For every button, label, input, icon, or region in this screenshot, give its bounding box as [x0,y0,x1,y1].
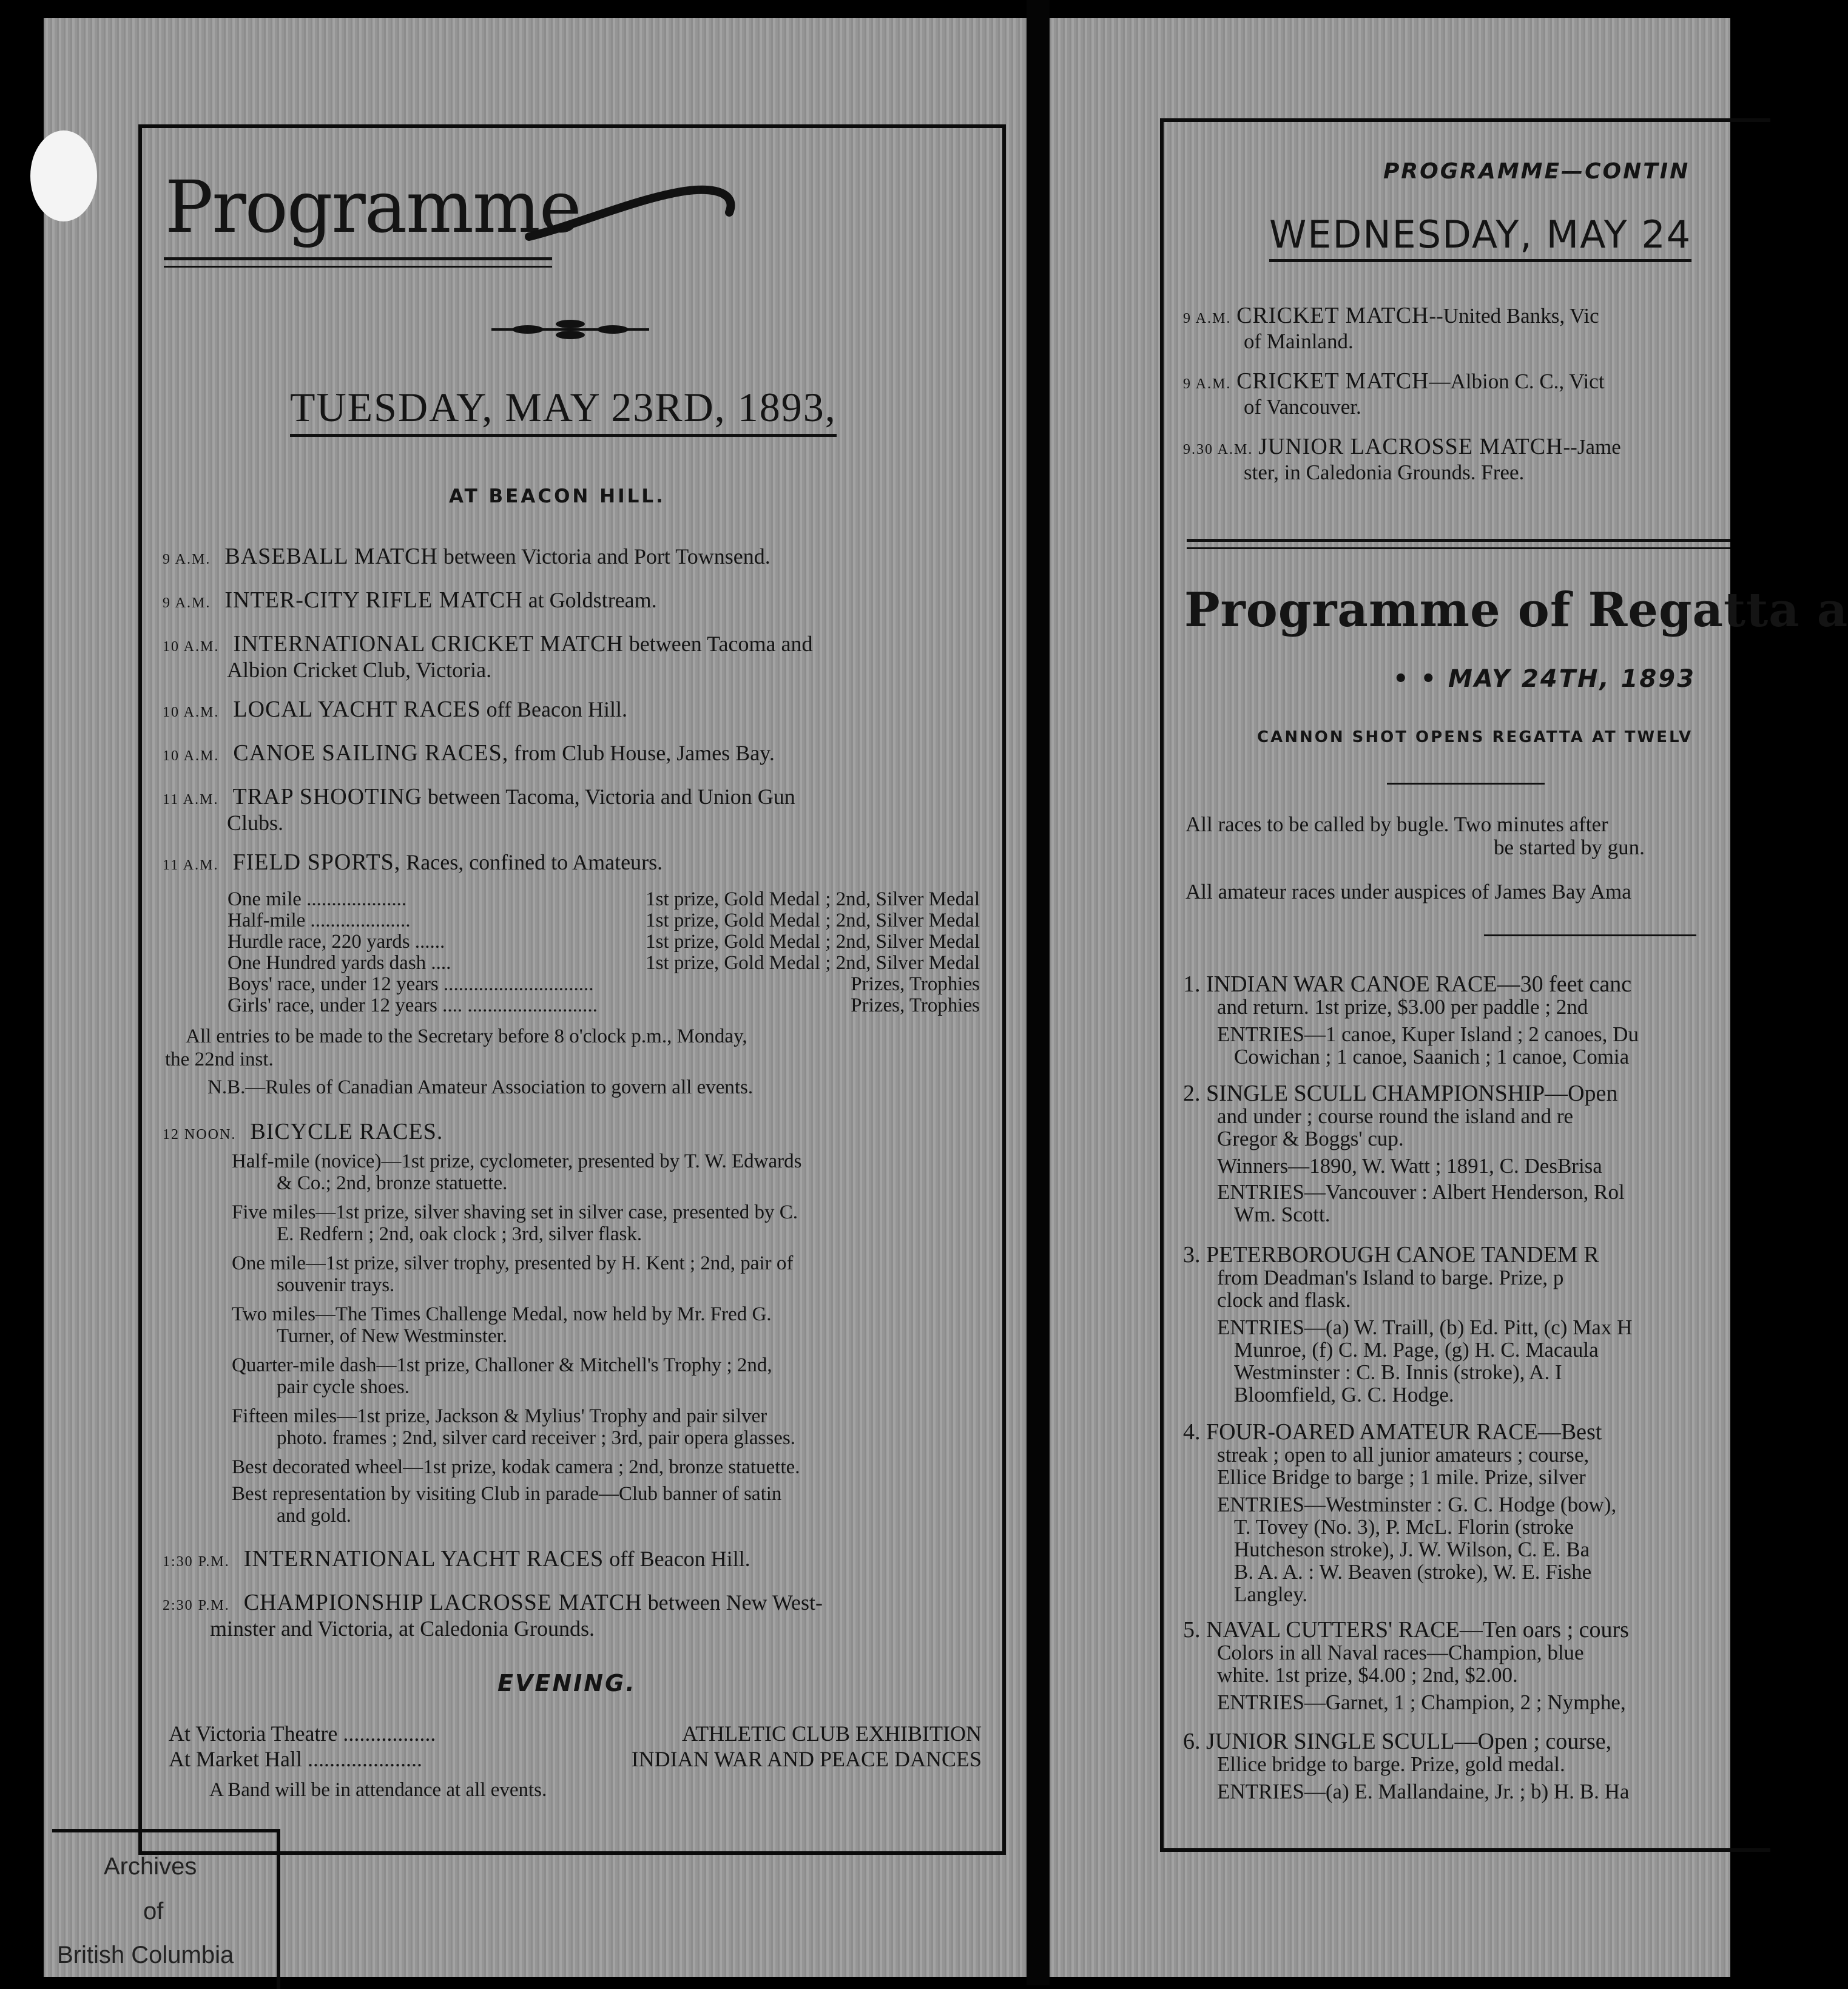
bugle-note [1185,813,1645,859]
race-entries-line: Westminster : C. B. Innis (stroke), A. I [1234,1360,1562,1384]
race-entries-line: Cowichan ; 1 canoe, Saanich ; 1 canoe, Comia [1234,1045,1630,1069]
bicycle-race-line: souvenir trays. [277,1274,395,1296]
event-name: Girls' race, under 12 years .... .......................... [228,994,598,1016]
right-event [1183,436,1790,484]
race-entries-line: T. Tovey (No. 3), P. McL. Florin (stroke [1234,1515,1574,1539]
event-cricket [163,632,988,681]
regatta-race [1183,1421,1790,1606]
event-text: --United Banks, Vic [1429,304,1599,328]
event-text: --Jame [1563,435,1621,459]
regatta-race [1183,1244,1790,1406]
regatta-title: Programme of Regatta a [1184,583,1848,638]
nb-note: N.B.—Rules of Canadian Amateur Association to govern all events. [207,1076,754,1098]
bicycle-race-item [232,1456,984,1478]
race-title-line: 4. FOUR-OARED AMATEUR RACE—Best [1183,1419,1602,1445]
event-time: 9 A.M. [1183,311,1232,326]
field-sport-row [228,889,980,910]
bicycle-race-item [232,1252,984,1296]
band-note: A Band will be in attendance at all events. [209,1779,547,1801]
race-entries-line: ENTRIES—1 canoe, Kuper Island ; 2 canoes, Du [1217,1022,1639,1046]
race-entries-line: ENTRIES—Westminster : G. C. Hodge (bow), [1217,1493,1617,1516]
race-title-line: 1. INDIAN WAR CANOE RACE—30 feet canc [1183,971,1632,997]
prize: 1st prize, Gold Medal ; 2nd, Silver Medal [646,910,980,931]
field-sport-row [228,995,980,1016]
field-sport-row [228,931,980,953]
event-head: TRAP SHOOTING [232,784,422,809]
field-sport-row [228,974,980,995]
stamp-line: Archives [104,1853,197,1880]
event-time: 10 A.M. [163,639,220,655]
event-head: CRICKET MATCH [1236,303,1429,328]
event-canoe [163,741,988,768]
race-entries-line: ENTRIES—Garnet, 1 ; Champion, 2 ; Nymphe, [1217,1690,1626,1714]
event-text: between New West- [647,1590,823,1615]
bicycle-race-item [232,1405,984,1449]
regatta-date: • • MAY 24TH, 1893 [1393,665,1696,693]
prize: Prizes, Trophies [851,973,980,995]
bicycle-race-line: Five miles—1st prize, silver shaving set in silver case, presented by C. [232,1201,798,1223]
event-time: 9 A.M. [1183,376,1232,392]
title-flourish [523,176,741,249]
event-continuation: of Vancouver. [1244,395,1361,419]
bicycle-race-line: E. Redfern ; 2nd, oak clock ; 3rd, silver flask. [277,1223,642,1245]
event-time: 11 A.M. [163,857,219,873]
programme-title: Programme [165,165,581,249]
bicycle-race-line: Best representation by visiting Club in parade—Club banner of satin [232,1483,782,1505]
prize: 1st prize, Gold Medal ; 2nd, Silver Medal [646,888,980,910]
leaf-ornament-icon [485,316,655,343]
evening-list [169,1721,982,1772]
bicycle-races-heading [163,1120,988,1146]
event-continuation: Albion Cricket Club, Victoria. [227,658,492,682]
race-line: from Deadman's Island to barge. Prize, p [1217,1266,1564,1289]
section-rule-2 [1187,547,1730,549]
bicycle-race-line: photo. frames ; 2nd, silver card receiver ; 3rd, pair opera glasses. [277,1427,795,1449]
section-rule [1187,539,1730,542]
event-text: off Beacon Hill. [609,1547,750,1571]
entries-note-cont: the 22nd inst. [165,1049,274,1070]
event-international-yacht [163,1547,988,1573]
race-entries-line: ENTRIES—Vancouver : Albert Henderson, Rol [1217,1180,1625,1204]
race-entries-line: Munroe, (f) C. M. Page, (g) H. C. Macaula [1234,1338,1599,1362]
race-title-line: 5. NAVAL CUTTERS' RACE—Ten oars ; cours [1183,1617,1629,1643]
bicycle-race-item [232,1354,984,1398]
bicycle-race-item [232,1201,984,1245]
event-time: 9.30 A.M. [1183,442,1253,458]
event-time: 9 A.M. [163,552,211,567]
auspices-note: All amateur races under auspices of James Bay Ama [1185,880,1631,903]
field-sport-row [228,910,980,931]
right-event [1183,370,1790,418]
event-continuation: of Mainland. [1244,329,1354,353]
event-head: BASEBALL MATCH [224,544,438,569]
regatta-race [1183,1082,1790,1226]
event-text: Races, confined to Amateurs. [406,850,663,874]
title-underline [164,257,552,260]
regatta-race [1183,1619,1790,1714]
bicycle-race-line: Fifteen miles—1st prize, Jackson & Mylius' Trophy and pair silver [232,1405,767,1427]
event-continuation: ster, in Caledonia Grounds. Free. [1244,461,1525,484]
race-entries-line: Bloomfield, G. C. Hodge. [1234,1383,1454,1406]
evening-place: At Market Hall ..................... [169,1747,422,1771]
bicycle-race-line: Half-mile (novice)—1st prize, cyclometer, presented by T. W. Edwards [232,1150,802,1172]
event-field-sports [163,851,988,877]
event-head: INTERNATIONAL YACHT RACES [243,1546,604,1572]
event-head: LOCAL YACHT RACES [233,697,481,722]
prize: 1st prize, Gold Medal ; 2nd, Silver Medal [646,931,980,953]
wednesday-heading: WEDNESDAY, MAY 24 [1269,212,1691,262]
race-entries-line: ENTRIES—(a) W. Traill, (b) Ed. Pitt, (c) Max H [1217,1315,1633,1339]
evening-row [169,1721,982,1746]
bicycle-race-line: & Co.; 2nd, bronze statuette. [277,1172,508,1194]
bicycle-race-line: pair cycle shoes. [277,1376,410,1398]
event-head: CHAMPIONSHIP LACROSSE MATCH [243,1590,642,1615]
regatta-race [1183,973,1790,1068]
event-rifle [163,589,988,615]
race-line: streak ; open to all junior amateurs ; course, [1217,1443,1590,1467]
bicycle-races-list [232,1150,984,1527]
event-text: —Albion C. C., Vict [1429,370,1605,393]
archives-stamp [52,1829,280,1989]
race-line: and return. 1st prize, $3.00 per paddle ; 2nd [1217,995,1588,1019]
evening-event: INDIAN WAR AND PEACE DANCES [631,1747,982,1771]
prize: Prizes, Trophies [851,994,980,1016]
event-trap-shooting [163,785,988,834]
event-name: Hurdle race, 220 yards ...... [228,931,445,953]
evening-event: ATHLETIC CLUB EXHIBITION [682,1721,982,1746]
event-head: CRICKET MATCH [1236,368,1429,394]
event-time: 2:30 P.M. [163,1598,230,1613]
prize: 1st prize, Gold Medal ; 2nd, Silver Medal [646,952,980,974]
event-head: CANOE SAILING RACES, [233,740,509,766]
bicycle-race-line: Two miles—The Times Challenge Medal, now held by Mr. Fred G. [232,1303,772,1325]
event-name: Half-mile .................... [228,910,411,931]
event-continuation: Clubs. [227,811,284,835]
race-line: Ellice Bridge to barge ; 1 mile. Prize, silver [1217,1465,1586,1489]
race-entries-line: Langley. [1234,1582,1308,1606]
race-line: Gregor & Boggs' cup. [1217,1127,1404,1150]
short-rule-2 [1484,934,1696,936]
event-yacht [163,698,988,724]
bicycle-race-line: Best decorated wheel—1st prize, kodak camera ; 2nd, bronze statuette. [232,1456,800,1478]
bicycle-race-line: and gold. [277,1505,351,1527]
event-name: One mile .................... [228,888,407,910]
field-sports-table [228,889,980,1016]
bugle-note-line: be started by gun. [1494,836,1645,859]
race-title-line: 3. PETERBOROUGH CANOE TANDEM R [1183,1242,1599,1268]
event-head: INTER-CITY RIFLE MATCH [224,587,523,613]
event-time: 12 NOON. [163,1127,237,1143]
event-name: One Hundred yards dash .... [228,952,451,974]
event-lacrosse [163,1591,988,1640]
race-line: white. 1st prize, $4.00 ; 2nd, $2.00. [1217,1663,1518,1687]
stamp-line: of [143,1898,164,1925]
race-line: clock and flask. [1217,1288,1351,1312]
field-sport-row [228,953,980,974]
right-event [1183,305,1790,353]
event-continuation: minster and Victoria, at Caledonia Grounds. [210,1616,595,1641]
tuesday-heading: TUESDAY, MAY 23RD, 1893, [290,383,837,437]
bicycle-race-line: One mile—1st prize, silver trophy, presented by H. Kent ; 2nd, pair of [232,1252,794,1274]
race-entries-line: B. A. A. : W. Beaven (stroke), W. E. Fishe [1234,1560,1592,1584]
cannon-note: CANNON SHOT OPENS REGATTA AT TWELV [1257,728,1693,746]
page-gutter [1027,0,1050,1985]
short-rule [1387,783,1545,785]
regatta-race [1183,1731,1790,1803]
event-text: between Tacoma, Victoria and Union Gun [427,785,795,809]
race-line: and under ; course round the island and re [1217,1104,1574,1128]
event-time: 10 A.M. [163,704,220,720]
bugle-note-line: All races to be called by bugle. Two minutes after [1185,812,1608,836]
bicycle-race-line: Turner, of New Westminster. [277,1325,508,1347]
bicycle-race-item [232,1483,984,1527]
location-heading: AT BEACON HILL. [449,485,666,507]
event-head: BICYCLE RACES. [250,1119,443,1144]
bicycle-race-item [232,1150,984,1194]
event-text: between Tacoma and [629,632,813,656]
event-head: JUNIOR LACROSSE MATCH [1258,434,1563,459]
race-entries-line: Winners—1890, W. Watt ; 1891, C. DesBrisa [1217,1154,1602,1178]
race-entries-line: ENTRIES—(a) E. Mallandaine, Jr. ; b) H. B. Ha [1217,1780,1630,1803]
evening-heading: EVENING. [497,1670,636,1697]
event-text: at Goldstream. [528,588,657,612]
event-text: off Beacon Hill. [486,697,627,721]
event-baseball [163,545,988,571]
race-line: Ellice bridge to barge. Prize, gold medal. [1217,1752,1565,1776]
race-line: Colors in all Naval races—Champion, blue [1217,1641,1584,1664]
event-text: from Club House, James Bay. [514,741,775,765]
title-underline-2 [164,266,552,268]
evening-place: At Victoria Theatre ................. [169,1721,436,1746]
bicycle-race-line: Quarter-mile dash—1st prize, Challoner & Mitchell's Trophy ; 2nd, [232,1354,772,1376]
race-entries-line: Wm. Scott. [1234,1203,1330,1226]
paper-damage-spot [30,130,97,221]
race-title-line: 6. JUNIOR SINGLE SCULL—Open ; course, [1183,1729,1612,1754]
event-time: 11 A.M. [163,792,219,808]
event-time: 9 A.M. [163,595,211,611]
bicycle-race-item [232,1303,984,1347]
event-time: 1:30 P.M. [163,1554,230,1570]
stamp-line: British Columbia [57,1942,234,1968]
event-head: FIELD SPORTS, [232,849,401,875]
event-head: INTERNATIONAL CRICKET MATCH [233,631,624,657]
event-text: between Victoria and Port Townsend. [443,544,771,569]
event-name: Boys' race, under 12 years .............................. [228,973,594,995]
entries-note: All entries to be made to the Secretary before 8 o'clock p.m., Monday, [186,1025,747,1047]
evening-row [169,1746,982,1772]
race-title-line: 2. SINGLE SCULL CHAMPIONSHIP—Open [1183,1081,1618,1106]
event-time: 10 A.M. [163,748,220,764]
race-entries-line: Hutcheson stroke), J. W. Wilson, C. E. Ba [1234,1538,1590,1561]
continued-heading: PROGRAMME—CONTIN [1383,159,1690,184]
